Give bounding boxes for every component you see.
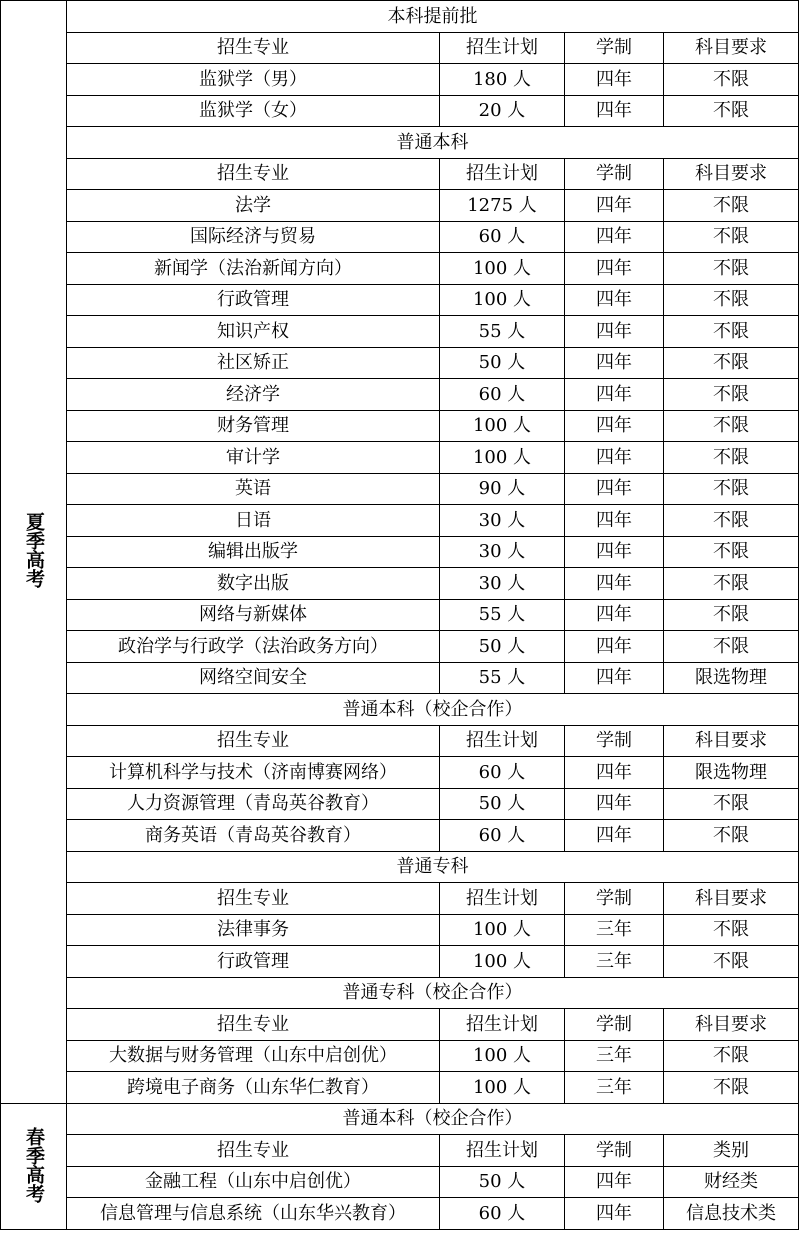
table-row (1, 600, 799, 631)
requirement-cell: 不限 (664, 631, 799, 663)
requirement-cell: 不限 (664, 64, 799, 96)
requirement-cell: 不限 (664, 190, 799, 222)
table-row (1, 789, 799, 820)
table-row (1, 757, 799, 789)
column-header: 招生计划 (440, 726, 565, 757)
requirement-cell: 不限 (664, 600, 799, 631)
plan-cell: 50 人 (440, 348, 565, 379)
column-header: 招生专业 (67, 159, 440, 190)
major-cell: 国际经济与贸易 (67, 222, 440, 253)
plan-cell: 50 人 (440, 631, 565, 663)
plan-cell: 55 人 (440, 600, 565, 631)
major-cell: 金融工程（山东中启创优） (67, 1167, 440, 1198)
major-cell: 商务英语（青岛英谷教育） (67, 820, 440, 852)
table-row (1, 127, 799, 159)
column-header: 学制 (565, 1009, 664, 1041)
column-header: 学制 (565, 883, 664, 915)
major-cell: 行政管理 (67, 285, 440, 316)
plan-cell: 1275 人 (440, 190, 565, 222)
duration-cell: 四年 (565, 474, 664, 505)
requirement-cell: 不限 (664, 915, 799, 946)
table-row (1, 64, 799, 96)
duration-cell: 四年 (565, 253, 664, 285)
major-cell: 计算机科学与技术（济南博赛网络） (67, 757, 440, 789)
plan-cell: 180 人 (440, 64, 565, 96)
major-cell: 政治学与行政学（法治政务方向） (67, 631, 440, 663)
requirement-cell: 不限 (664, 537, 799, 568)
column-header: 学制 (565, 33, 664, 64)
plan-cell: 60 人 (440, 757, 565, 789)
major-cell: 行政管理 (67, 946, 440, 978)
requirement-cell: 不限 (664, 568, 799, 600)
table-row (1, 348, 799, 379)
table-row (1, 568, 799, 600)
season-label-text: 春季高考 (23, 1126, 45, 1203)
section-title: 普通本科（校企合作） (67, 694, 799, 726)
requirement-cell: 不限 (664, 285, 799, 316)
requirement-cell: 不限 (664, 442, 799, 474)
major-cell: 英语 (67, 474, 440, 505)
table-row (1, 505, 799, 537)
requirement-cell: 不限 (664, 1041, 799, 1072)
duration-cell: 四年 (565, 537, 664, 568)
plan-cell: 90 人 (440, 474, 565, 505)
season-label (1, 1, 67, 1104)
table-row (1, 190, 799, 222)
column-header: 招生专业 (67, 883, 440, 915)
duration-cell: 四年 (565, 600, 664, 631)
column-header: 招生计划 (440, 159, 565, 190)
duration-cell: 四年 (565, 442, 664, 474)
duration-cell: 四年 (565, 222, 664, 253)
table-row (1, 1041, 799, 1072)
duration-cell: 四年 (565, 1167, 664, 1198)
duration-cell: 四年 (565, 379, 664, 411)
requirement-cell: 不限 (664, 505, 799, 537)
duration-cell: 四年 (565, 757, 664, 789)
table-row (1, 1167, 799, 1198)
requirement-cell: 不限 (664, 789, 799, 820)
column-header: 招生专业 (67, 1009, 440, 1041)
table-row (1, 946, 799, 978)
plan-cell: 100 人 (440, 285, 565, 316)
plan-cell: 100 人 (440, 946, 565, 978)
column-header: 科目要求 (664, 159, 799, 190)
table-row (1, 222, 799, 253)
column-header: 招生专业 (67, 33, 440, 64)
column-header: 招生专业 (67, 726, 440, 757)
requirement-cell: 不限 (664, 96, 799, 127)
major-cell: 审计学 (67, 442, 440, 474)
column-header: 招生专业 (67, 1135, 440, 1167)
table-row (1, 1135, 799, 1167)
requirement-cell: 不限 (664, 379, 799, 411)
table-row (1, 442, 799, 474)
major-cell: 监狱学（女） (67, 96, 440, 127)
duration-cell: 四年 (565, 64, 664, 96)
major-cell: 编辑出版学 (67, 537, 440, 568)
major-cell: 信息管理与信息系统（山东华兴教育） (67, 1198, 440, 1230)
season-label-text: 夏季高考 (23, 512, 45, 588)
plan-cell: 100 人 (440, 1072, 565, 1104)
major-cell: 跨境电子商务（山东华仁教育） (67, 1072, 440, 1104)
table-row (1, 96, 799, 127)
column-header: 招生计划 (440, 33, 565, 64)
column-header: 科目要求 (664, 1009, 799, 1041)
plan-cell: 30 人 (440, 568, 565, 600)
plan-cell: 60 人 (440, 222, 565, 253)
major-cell: 知识产权 (67, 316, 440, 348)
table-row (1, 1009, 799, 1041)
duration-cell: 四年 (565, 190, 664, 222)
table-row (1, 474, 799, 505)
plan-cell: 100 人 (440, 442, 565, 474)
major-cell: 网络空间安全 (67, 663, 440, 694)
table-row (1, 1198, 799, 1230)
plan-cell: 100 人 (440, 915, 565, 946)
duration-cell: 四年 (565, 411, 664, 442)
column-header: 招生计划 (440, 883, 565, 915)
major-cell: 数字出版 (67, 568, 440, 600)
duration-cell: 三年 (565, 1041, 664, 1072)
table-row (1, 379, 799, 411)
major-cell: 法学 (67, 190, 440, 222)
requirement-cell: 不限 (664, 222, 799, 253)
plan-cell: 100 人 (440, 1041, 565, 1072)
requirement-cell: 信息技术类 (664, 1198, 799, 1230)
duration-cell: 四年 (565, 505, 664, 537)
column-header: 学制 (565, 159, 664, 190)
table-row (1, 1104, 799, 1135)
requirement-cell: 不限 (664, 348, 799, 379)
plan-cell: 50 人 (440, 789, 565, 820)
major-cell: 财务管理 (67, 411, 440, 442)
table-row (1, 978, 799, 1009)
requirement-cell: 不限 (664, 253, 799, 285)
duration-cell: 四年 (565, 568, 664, 600)
table-row (1, 253, 799, 285)
duration-cell: 四年 (565, 316, 664, 348)
table-row (1, 915, 799, 946)
requirement-cell: 限选物理 (664, 757, 799, 789)
table-row (1, 694, 799, 726)
major-cell: 经济学 (67, 379, 440, 411)
requirement-cell: 不限 (664, 1072, 799, 1104)
table-row (1, 537, 799, 568)
table-row (1, 631, 799, 663)
plan-cell: 55 人 (440, 663, 565, 694)
requirement-cell: 财经类 (664, 1167, 799, 1198)
duration-cell: 四年 (565, 789, 664, 820)
season-label (1, 1104, 67, 1230)
duration-cell: 四年 (565, 285, 664, 316)
major-cell: 大数据与财务管理（山东中启创优） (67, 1041, 440, 1072)
requirement-cell: 不限 (664, 411, 799, 442)
section-title: 普通本科（校企合作） (67, 1104, 799, 1135)
plan-cell: 55 人 (440, 316, 565, 348)
section-title: 本科提前批 (67, 1, 799, 33)
duration-cell: 四年 (565, 820, 664, 852)
table-row (1, 852, 799, 883)
major-cell: 网络与新媒体 (67, 600, 440, 631)
table-row (1, 1072, 799, 1104)
table-row (1, 159, 799, 190)
table-row (1, 411, 799, 442)
column-header: 招生计划 (440, 1135, 565, 1167)
duration-cell: 四年 (565, 96, 664, 127)
plan-cell: 100 人 (440, 411, 565, 442)
duration-cell: 四年 (565, 1198, 664, 1230)
plan-cell: 20 人 (440, 96, 565, 127)
column-header: 科目要求 (664, 33, 799, 64)
plan-cell: 30 人 (440, 537, 565, 568)
plan-cell: 60 人 (440, 820, 565, 852)
section-title: 普通专科（校企合作） (67, 978, 799, 1009)
column-header: 学制 (565, 726, 664, 757)
requirement-cell: 不限 (664, 474, 799, 505)
plan-cell: 50 人 (440, 1167, 565, 1198)
column-header: 学制 (565, 1135, 664, 1167)
table-row (1, 33, 799, 64)
plan-cell: 60 人 (440, 1198, 565, 1230)
requirement-cell: 不限 (664, 316, 799, 348)
requirement-cell: 限选物理 (664, 663, 799, 694)
column-header: 类别 (664, 1135, 799, 1167)
major-cell: 新闻学（法治新闻方向） (67, 253, 440, 285)
duration-cell: 四年 (565, 663, 664, 694)
table-row (1, 883, 799, 915)
table-row (1, 1, 799, 33)
duration-cell: 三年 (565, 946, 664, 978)
requirement-cell: 不限 (664, 946, 799, 978)
table-row (1, 820, 799, 852)
major-cell: 社区矫正 (67, 348, 440, 379)
duration-cell: 三年 (565, 915, 664, 946)
section-title: 普通专科 (67, 852, 799, 883)
plan-cell: 60 人 (440, 379, 565, 411)
column-header: 科目要求 (664, 726, 799, 757)
duration-cell: 四年 (565, 348, 664, 379)
table-row (1, 316, 799, 348)
major-cell: 日语 (67, 505, 440, 537)
major-cell: 监狱学（男） (67, 64, 440, 96)
plan-cell: 100 人 (440, 253, 565, 285)
column-header: 招生计划 (440, 1009, 565, 1041)
plan-cell: 30 人 (440, 505, 565, 537)
column-header: 科目要求 (664, 883, 799, 915)
duration-cell: 四年 (565, 631, 664, 663)
table-row (1, 663, 799, 694)
section-title: 普通本科 (67, 127, 799, 159)
major-cell: 人力资源管理（青岛英谷教育） (67, 789, 440, 820)
requirement-cell: 不限 (664, 820, 799, 852)
table-row (1, 726, 799, 757)
table-row (1, 285, 799, 316)
major-cell: 法律事务 (67, 915, 440, 946)
duration-cell: 三年 (565, 1072, 664, 1104)
